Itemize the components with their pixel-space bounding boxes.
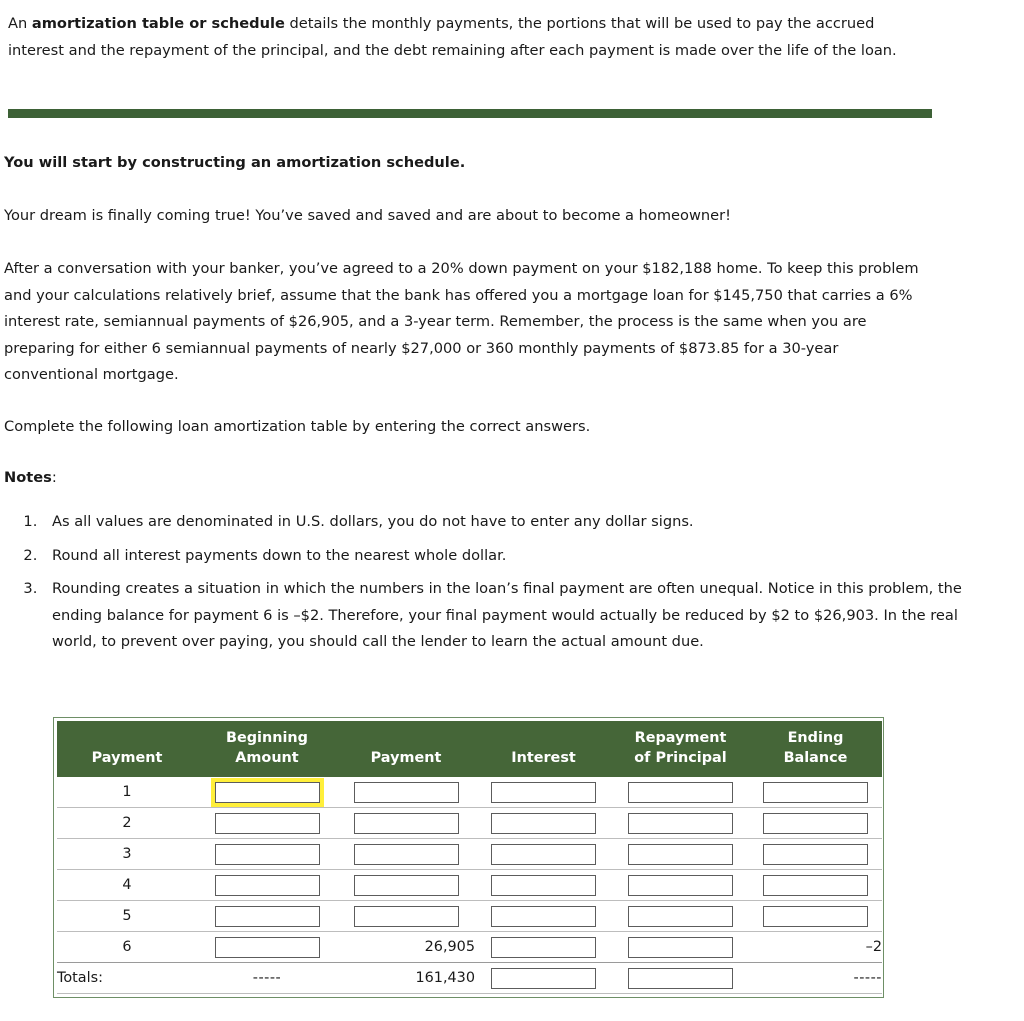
table-row — [57, 870, 882, 901]
column-header-line1: Ending — [787, 730, 844, 746]
answer-input[interactable] — [354, 782, 459, 803]
answer-input[interactable] — [763, 906, 868, 927]
value-cell: 161,430 — [337, 963, 475, 994]
note-item: 3. Rounding creates a situation in which the numbers in the loan’s final payment are often unequal. Notice in this problem, the ending balance for payment 6 is –$2. Therefore, your final payment would actually be reduced by $2 to $26,903. In the real world, to prevent over paying, you should call the lender to learn the actual amount due. — [42, 576, 962, 656]
intro-rest: details the monthly payments, the portions that will be used to pay the accrued interest and the repayment of the principal, and the debt remaining after each payment is made over the life of the loan. — [8, 15, 897, 59]
input-cell — [337, 808, 475, 839]
answer-input[interactable] — [491, 937, 596, 958]
answer-input[interactable] — [491, 813, 596, 834]
answer-input[interactable] — [491, 968, 596, 989]
amortization-table-container — [53, 717, 884, 998]
answer-input[interactable] — [215, 844, 320, 865]
payment-number-cell: 1 — [57, 777, 197, 808]
input-cell — [197, 839, 337, 870]
column-header-line2: of Principal — [634, 750, 727, 766]
answer-input[interactable] — [215, 906, 320, 927]
input-cell — [475, 777, 612, 808]
column-header-line2: Interest — [511, 750, 576, 766]
note-item: 1. As all values are denominated in U.S. dollars, you do not have to enter any dollar signs. — [42, 509, 962, 536]
answer-input[interactable] — [628, 937, 733, 958]
answer-input[interactable] — [628, 906, 733, 927]
table-row — [57, 932, 882, 963]
input-cell — [612, 963, 749, 994]
value-cell: ----- — [197, 963, 337, 994]
intro-paragraph — [8, 11, 920, 64]
input-cell — [337, 839, 475, 870]
column-header-payment-amount — [337, 721, 475, 777]
payment-number-cell: 4 — [57, 870, 197, 901]
input-cell — [612, 808, 749, 839]
input-cell — [612, 839, 749, 870]
amortization-table — [57, 721, 882, 994]
totals-label-cell: Totals: — [57, 963, 197, 994]
column-header-repayment-of-principal — [612, 721, 749, 777]
answer-input[interactable] — [628, 875, 733, 896]
table-row — [57, 839, 882, 870]
paragraph-dream: Your dream is finally coming true! You’ve saved and saved and are about to become a homeowner! — [4, 207, 731, 224]
input-cell — [475, 963, 612, 994]
answer-input[interactable] — [215, 875, 320, 896]
table-row — [57, 901, 882, 932]
input-cell — [197, 777, 337, 808]
notes-list — [4, 509, 962, 656]
intro-prefix: An — [8, 15, 32, 32]
input-cell — [749, 808, 882, 839]
input-cell — [337, 870, 475, 901]
input-cell — [749, 870, 882, 901]
column-header-line2: Payment — [370, 750, 442, 766]
paragraph-instruction: Complete the following loan amortization table by entering the correct answers. — [4, 418, 591, 435]
input-cell — [612, 870, 749, 901]
payment-number-cell: 2 — [57, 808, 197, 839]
input-cell — [197, 932, 337, 963]
answer-input[interactable] — [491, 875, 596, 896]
note-item: 2. Round all interest payments down to the nearest whole dollar. — [42, 543, 962, 570]
column-header-payment — [57, 721, 197, 777]
answer-input[interactable] — [763, 844, 868, 865]
answer-input[interactable] — [763, 875, 868, 896]
column-header-beginning-amount — [197, 721, 337, 777]
green-divider-bar — [8, 109, 932, 118]
answer-input-focused[interactable] — [215, 782, 320, 803]
column-header-ending-balance — [749, 721, 882, 777]
table-row — [57, 808, 882, 839]
answer-input[interactable] — [215, 813, 320, 834]
column-header-line2: Payment — [91, 750, 163, 766]
input-cell — [749, 901, 882, 932]
column-header-line1: Beginning — [226, 730, 308, 746]
answer-input[interactable] — [354, 813, 459, 834]
table-header-row — [57, 721, 882, 777]
intro-bold-term: amortization table or schedule — [31, 15, 285, 32]
column-header-line2: Balance — [783, 750, 848, 766]
input-cell — [612, 932, 749, 963]
answer-input[interactable] — [354, 844, 459, 865]
value-cell: –2 — [749, 932, 882, 963]
table-row — [57, 777, 882, 808]
answer-input[interactable] — [763, 782, 868, 803]
payment-number-cell: 6 — [57, 932, 197, 963]
value-cell: 26,905 — [337, 932, 475, 963]
notes-label-colon: : — [51, 469, 57, 486]
answer-input[interactable] — [628, 968, 733, 989]
section-lead-heading: You will start by constructing an amortization schedule. — [4, 154, 466, 171]
table-body — [57, 777, 882, 994]
answer-input[interactable] — [491, 844, 596, 865]
table-header — [57, 721, 882, 777]
input-cell — [475, 870, 612, 901]
input-cell — [749, 839, 882, 870]
notes-label — [4, 465, 57, 492]
input-cell — [337, 777, 475, 808]
notes-label-text: Notes — [4, 469, 52, 486]
answer-input[interactable] — [628, 813, 733, 834]
value-cell: ----- — [749, 963, 882, 994]
answer-input[interactable] — [628, 844, 733, 865]
input-cell — [749, 777, 882, 808]
payment-number-cell: 5 — [57, 901, 197, 932]
answer-input[interactable] — [628, 782, 733, 803]
column-header-line1: Repayment — [634, 730, 727, 746]
input-cell — [337, 901, 475, 932]
input-cell — [475, 839, 612, 870]
input-cell — [475, 901, 612, 932]
input-cell — [197, 808, 337, 839]
answer-input[interactable] — [491, 782, 596, 803]
column-header-interest — [475, 721, 612, 777]
payment-number-cell: 3 — [57, 839, 197, 870]
input-cell — [612, 777, 749, 808]
answer-input[interactable] — [354, 875, 459, 896]
column-header-line2: Amount — [235, 750, 299, 766]
answer-input[interactable] — [215, 937, 320, 958]
answer-input[interactable] — [491, 906, 596, 927]
paragraph-problem: After a conversation with your banker, you’ve agreed to a 20% down payment on your $182,188 home. To keep this problem and your calculations relatively brief, assume that the bank has offered you a mortgage loan for $145,750 that carries a 6% interest rate, semiannual payments of $26,905, and a 3-year term. Remember, the process is the same when you are preparing for either 6 semiannual payments of nearly $27,000 or 360 monthly payments of $873.85 for a 30-year conventional mortgage. — [4, 260, 919, 383]
answer-input[interactable] — [763, 813, 868, 834]
input-cell — [475, 808, 612, 839]
table-totals-row — [57, 963, 882, 994]
input-cell — [612, 901, 749, 932]
input-cell — [197, 870, 337, 901]
input-cell — [197, 901, 337, 932]
input-cell — [475, 932, 612, 963]
answer-input[interactable] — [354, 906, 459, 927]
